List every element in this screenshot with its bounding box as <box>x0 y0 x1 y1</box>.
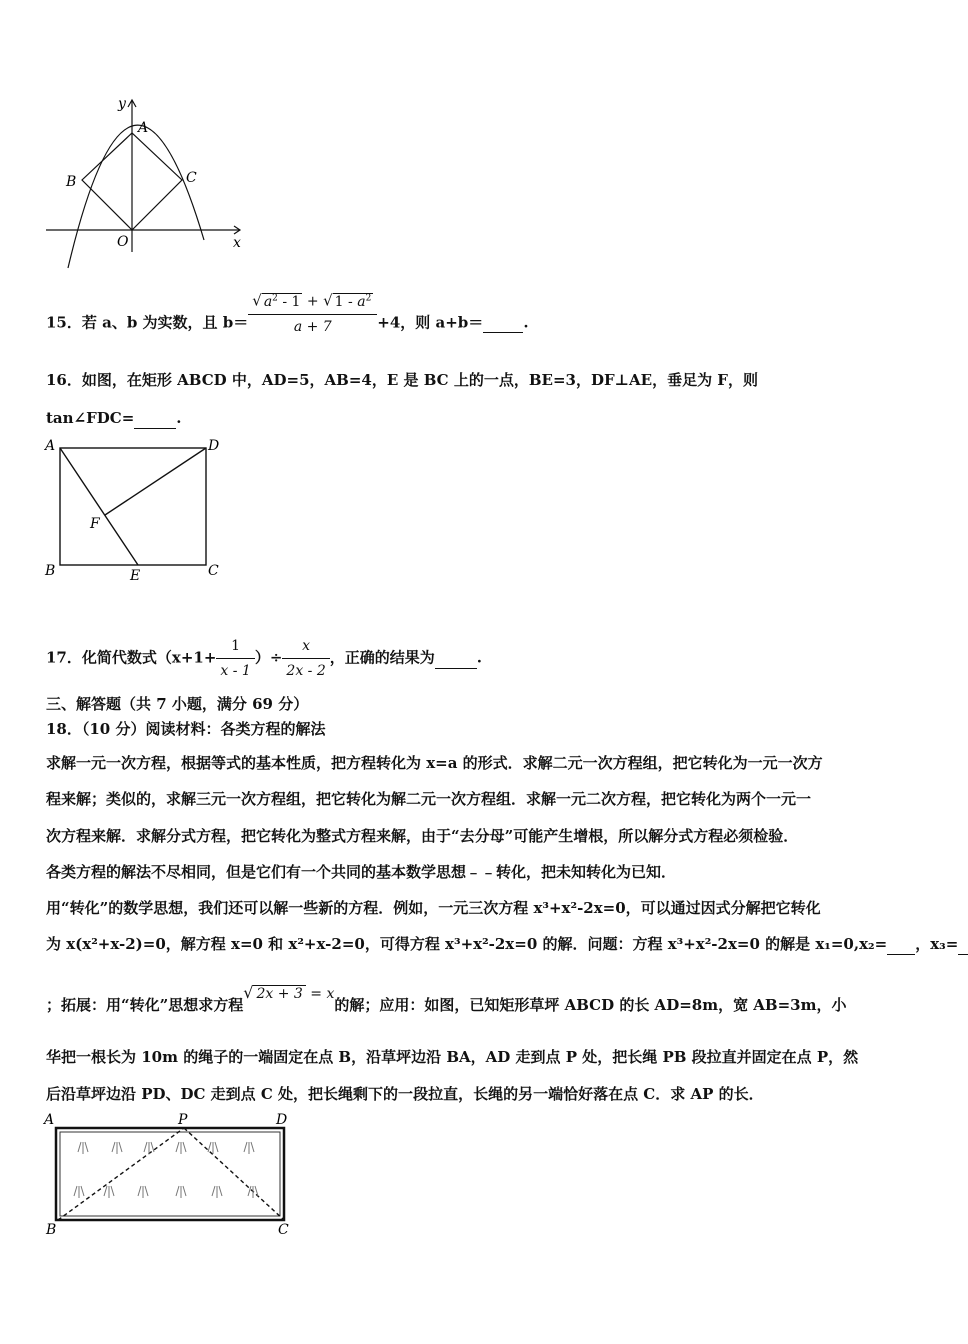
rope-BP <box>58 1128 184 1220</box>
label-x: x <box>233 235 241 251</box>
question-15: 15．若 a、b 为实数，且 b＝ $\frac{√ a^2 - 1 + √ 1 - a^2}{a + 7}$ +4，则 a+b＝ . <box>46 310 529 337</box>
q18-para-line4: 各类方程的解法不尽相同，但是它们有一个共同的基本数学思想﹣﹣转化，把未知转化为已知． <box>46 863 677 881</box>
q15-numerator: √ $a^2 - 1$ + √ $1 - a^2$ <box>248 288 377 315</box>
label-D: D <box>208 438 220 454</box>
segment-DF <box>105 448 206 515</box>
q18-para-line7: ；拓展：用“转化”思想求方程√ 2x + 3 = x的解；应用：如图，已知矩形草坪 ABCD 的长 AD=8m，宽 AB=3m，小 <box>46 983 847 1014</box>
q17-answer-blank[interactable] <box>435 648 477 669</box>
question-16-line1: 16．如图，在矩形 ABCD 中，AD=5，AB=4，E 是 BC 上的一点，BE=3，DF⊥AE，垂足为 F，则 <box>46 371 758 389</box>
q15-post: +4，则 a+b＝ <box>377 313 484 332</box>
q15-denominator: a + 7 <box>293 318 332 335</box>
label-C: C <box>278 1222 289 1238</box>
q15-pre: 15．若 a、b 为实数，且 b＝ <box>46 313 249 332</box>
label-P: P <box>178 1112 188 1128</box>
label-B: B <box>45 563 56 579</box>
label-A: A <box>45 438 56 454</box>
rectangle-ABCD-figure <box>40 434 230 586</box>
q18-para-line1: 求解一元一次方程，根据等式的基本性质，把方程转化为 x=a 的形式．求解二元一次方程组，把它转化为一元一次方 <box>46 754 823 772</box>
label-F: F <box>90 516 100 532</box>
lawn-rope-figure <box>40 1110 310 1240</box>
q18-para-line8: 华把一根长为 10m 的绳子的一端固定在点 B，沿草坪边沿 BA，AD 走到点 P 处，把长绳 PB 段拉直并固定在点 P，然 <box>46 1048 859 1066</box>
question-18-title: 18．（10 分）阅读材料：各类方程的解法 <box>46 720 326 738</box>
question-16-line2: tan∠FDC= . <box>46 409 182 427</box>
q17-fraction-2: $\frac{x}{2x - 2}$ <box>282 636 329 681</box>
q15-answer-blank[interactable] <box>483 312 523 333</box>
label-B: B <box>66 174 77 190</box>
label-B: B <box>46 1222 57 1238</box>
parabola-curve <box>68 125 204 268</box>
q18-para-line6: 为 x(x²+x-2)=0，解方程 x=0 和 x²+x-2=0，可得方程 x³+x²-2x=0 的解．问题：方程 x³+x²-2x=0 的解是 x₁=0,x₂= ，x₃= <box>46 934 968 955</box>
q17-fraction-1: $\frac{1}{x - 1}$ <box>216 636 254 681</box>
q15-fraction <box>248 288 377 337</box>
label-D: D <box>276 1112 288 1128</box>
rope-PC <box>184 1128 284 1220</box>
label-O: O <box>117 234 129 250</box>
label-A: A <box>138 120 149 136</box>
q16-answer-blank[interactable] <box>134 408 176 429</box>
label-A: A <box>44 1112 55 1128</box>
question-17: 17．化简代数式（x+1+ $\frac{1}{x - 1}$ ）÷ $\frac{x}{2x - 2}$ ，正确的结果为 . <box>46 638 483 679</box>
q18-para-line5: 用“转化”的数学思想，我们还可以解一些新的方程．例如，一元三次方程 x³+x²-2x=0，可以通过因式分解把它转化 <box>46 899 821 917</box>
lawn-rect-inner <box>60 1132 280 1216</box>
parabola-figure <box>40 92 260 257</box>
grass-marks <box>74 1142 258 1198</box>
q18-x2-blank[interactable] <box>887 934 915 955</box>
q18-sqrt-equation: √ 2x + 3 = x <box>243 983 335 1002</box>
section-3-heading: 三、解答题（共 7 小题，满分 69 分） <box>46 695 309 713</box>
label-y: y <box>118 96 126 112</box>
segment-AE <box>60 448 138 565</box>
label-C: C <box>208 563 219 579</box>
q18-para-line2: 程来解；类似的，求解三元一次方程组，把它转化为解二元一次方程组．求解一元二次方程，把它转化为两个一元一 <box>46 790 812 808</box>
q18-para-line9: 后沿草坪边沿 PD、DC 走到点 C 处，把长绳剩下的一段拉直，长绳的另一端恰好落在点 C．求 AP 的长． <box>46 1085 764 1103</box>
label-C: C <box>186 170 197 186</box>
label-E: E <box>130 568 141 584</box>
q18-para-line3: 次方程来解．求解分式方程，把它转化为整式方程来解，由于“去分母”可能产生增根，所以解分式方程必须检验． <box>46 827 799 845</box>
q18-x3-blank[interactable] <box>958 934 968 955</box>
lawn-rect-outer <box>56 1128 284 1220</box>
rect-ABCD <box>60 448 206 565</box>
